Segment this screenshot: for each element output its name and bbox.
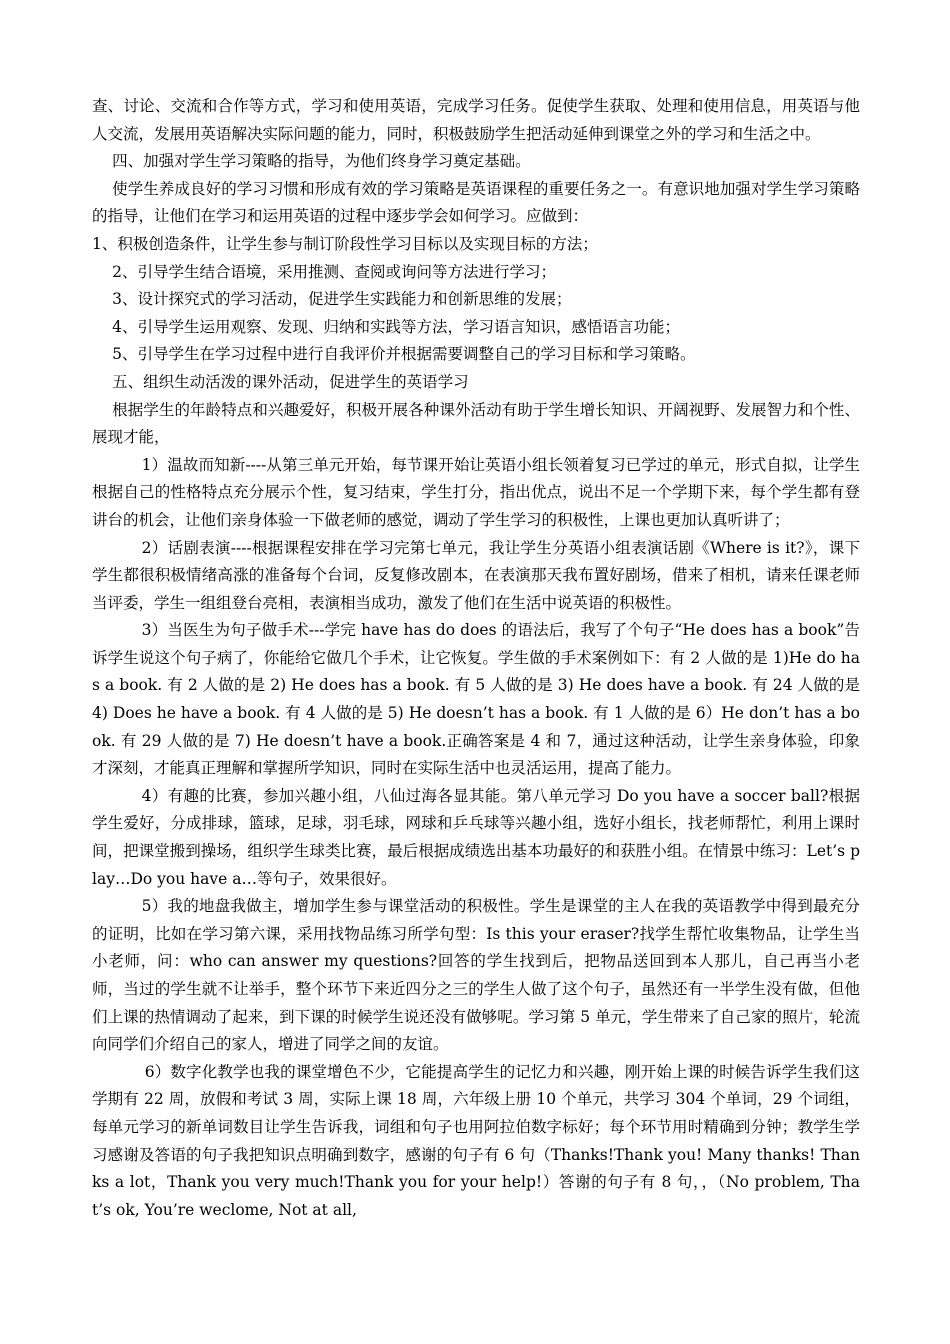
paragraph-activity-6: 6）数字化教学也我的课堂增色不少，它能提高学生的记忆力和兴趣，刚开始上课的时候告诉学生我们这学期有 22 周，放假和考试 3 周，实际上课 18 周，六年级上册 10 个单元，共学习 304 个单词，29 个词组，每单元学习的新单词数目让学生告诉我，词组和句子也用阿拉伯数字标好；每个环节用时精确到分钟；教学生学习感谢及答语的句子我把知识点明确到数字，感谢的句子有 6 句（Thanks!Thank you! Many thanks! Thanks a lot，Thank you very much!Thank you for your help!）答谢的句子有 8 句，，（No problem, That’s ok, You’re weclome, Not at all, — [92, 1062, 860, 1219]
list-item-1: 1、积极创造条件，让学生参与制订阶段性学习目标以及实现目标的方法； — [92, 234, 598, 253]
list-item-5: 5、引导学生在学习过程中进行自我评价并根据需要调整自己的学习目标和学习策略。 — [112, 345, 696, 364]
list-item-3: 3、设计探究式的学习活动，促进学生实践能力和创新思维的发展； — [112, 290, 572, 309]
section-heading-five: 五、组织生动活泼的课外活动，促进学生的英语学习 — [112, 372, 469, 391]
paragraph-activities: 根据学生的年龄特点和兴趣爱好，积极开展各种课外活动有助于学生增长知识、开阔视野、发展智力和个性、展现才能， — [92, 400, 860, 447]
paragraph-activity-3: 3）当医生为句子做手术---学完 have has do does 的语法后，我写了个句子“He does has a book”告诉学生说这个句子病了，你能给它做几个手术，让它恢复。学生做的手术案例如下：有 2 人做的是 1)He do has a book. 有 2 人做的是 2) He does has a book. 有 5 人做的是 3) He does have a book. 有 24 人做的是 4) Does he have a book. 有 4 人做的是 5) He doesn’t has a book. 有 1 人做的是 6）He don’t has a book. 有 29 人做的是 7) He doesn’t have a book.正确答案是 4 和 7，通过这种活动，让学生亲身体验，印象才深刻，才能真正理解和掌握所学知识，同时在实际生活中也灵活运用，提高了能力。 — [92, 621, 860, 778]
list-item-2: 2、引导学生结合语境，采用推测、查阅或询问等方法进行学习； — [112, 262, 557, 281]
paragraph-strategy: 使学生养成良好的学习习惯和形成有效的学习策略是英语课程的重要任务之一。有意识地加强对学生学习策略的指导，让他们在学习和运用英语的过程中逐步学会如何学习。应做到： — [92, 179, 860, 226]
document-body — [92, 93, 860, 1224]
list-item-4: 4、引导学生运用观察、发现、归纳和实践等方法，学习语言知识，感悟语言功能； — [112, 317, 681, 336]
paragraph-activity-1: 1）温故而知新----从第三单元开始，每节课开始让英语小组长领着复习已学过的单元，形式自拟，让学生根据自己的性格特点充分展示个性，复习结束，学生打分，指出优点，说出不足一个学期下来，每个学生都有登讲台的机会，让他们亲身体验一下做老师的感觉，调动了学生学习的积极性，上课也更加认真听讲了； — [92, 455, 860, 529]
paragraph-intro-continuation: 查、讨论、交流和合作等方式，学习和使用英语，完成学习任务。促使学生获取、处理和使用信息，用英语与他人交流，发展用英语解决实际问题的能力，同时，积极鼓励学生把活动延伸到课堂之外的学习和生活之中。 — [92, 97, 860, 143]
paragraph-activity-4: 4）有趣的比赛，参加兴趣小组，八仙过海各显其能。第八单元学习 Do you have a soccer ball?根据学生爱好，分成排球，篮球，足球，羽毛球，网球和乒乓球等兴趣小组，选好小组长，找老师帮忙，利用上课时间，把课堂搬到操场，组织学生球类比赛，最后根据成绩选出基本功最好的和获胜小组。在情景中练习：Let’s play…Do you have a…等句子，效果很好。 — [92, 786, 860, 888]
section-heading-four: 四、加强对学生学习策略的指导，为他们终身学习奠定基础。 — [112, 152, 531, 171]
paragraph-activity-2: 2）话剧表演----根据课程安排在学习完第七单元，我让学生分英语小组表演话剧《Where is it?》，课下学生都很积极情绪高涨的准备每个台词，反复修改剧本，在表演那天我布置好剧场，借来了相机，请来任课老师当评委，学生一组组登台亮相，表演相当成功，激发了他们在生活中说英语的积极性。 — [92, 538, 860, 612]
paragraph-activity-5: 5）我的地盘我做主，增加学生参与课堂活动的积极性。学生是课堂的主人在我的英语教学中得到最充分的证明，比如在学习第六课，采用找物品练习所学句型：Is this your eraser?找学生帮忙收集物品，让学生当小老师，问：who can answer my questions?回答的学生找到后，把物品送回到本人那儿，自己再当小老师，当过的学生就不让举手，整个环节下来近四分之三的学生人做了这个句子，虽然还有一半学生没有做，但他们上课的热情调动了起来，到下课的时候学生说还没有做够呢。学习第 5 单元，学生带来了自己家的照片，轮流向同学们介绍自己的家人，增进了同学之间的友谊。 — [92, 897, 860, 1054]
